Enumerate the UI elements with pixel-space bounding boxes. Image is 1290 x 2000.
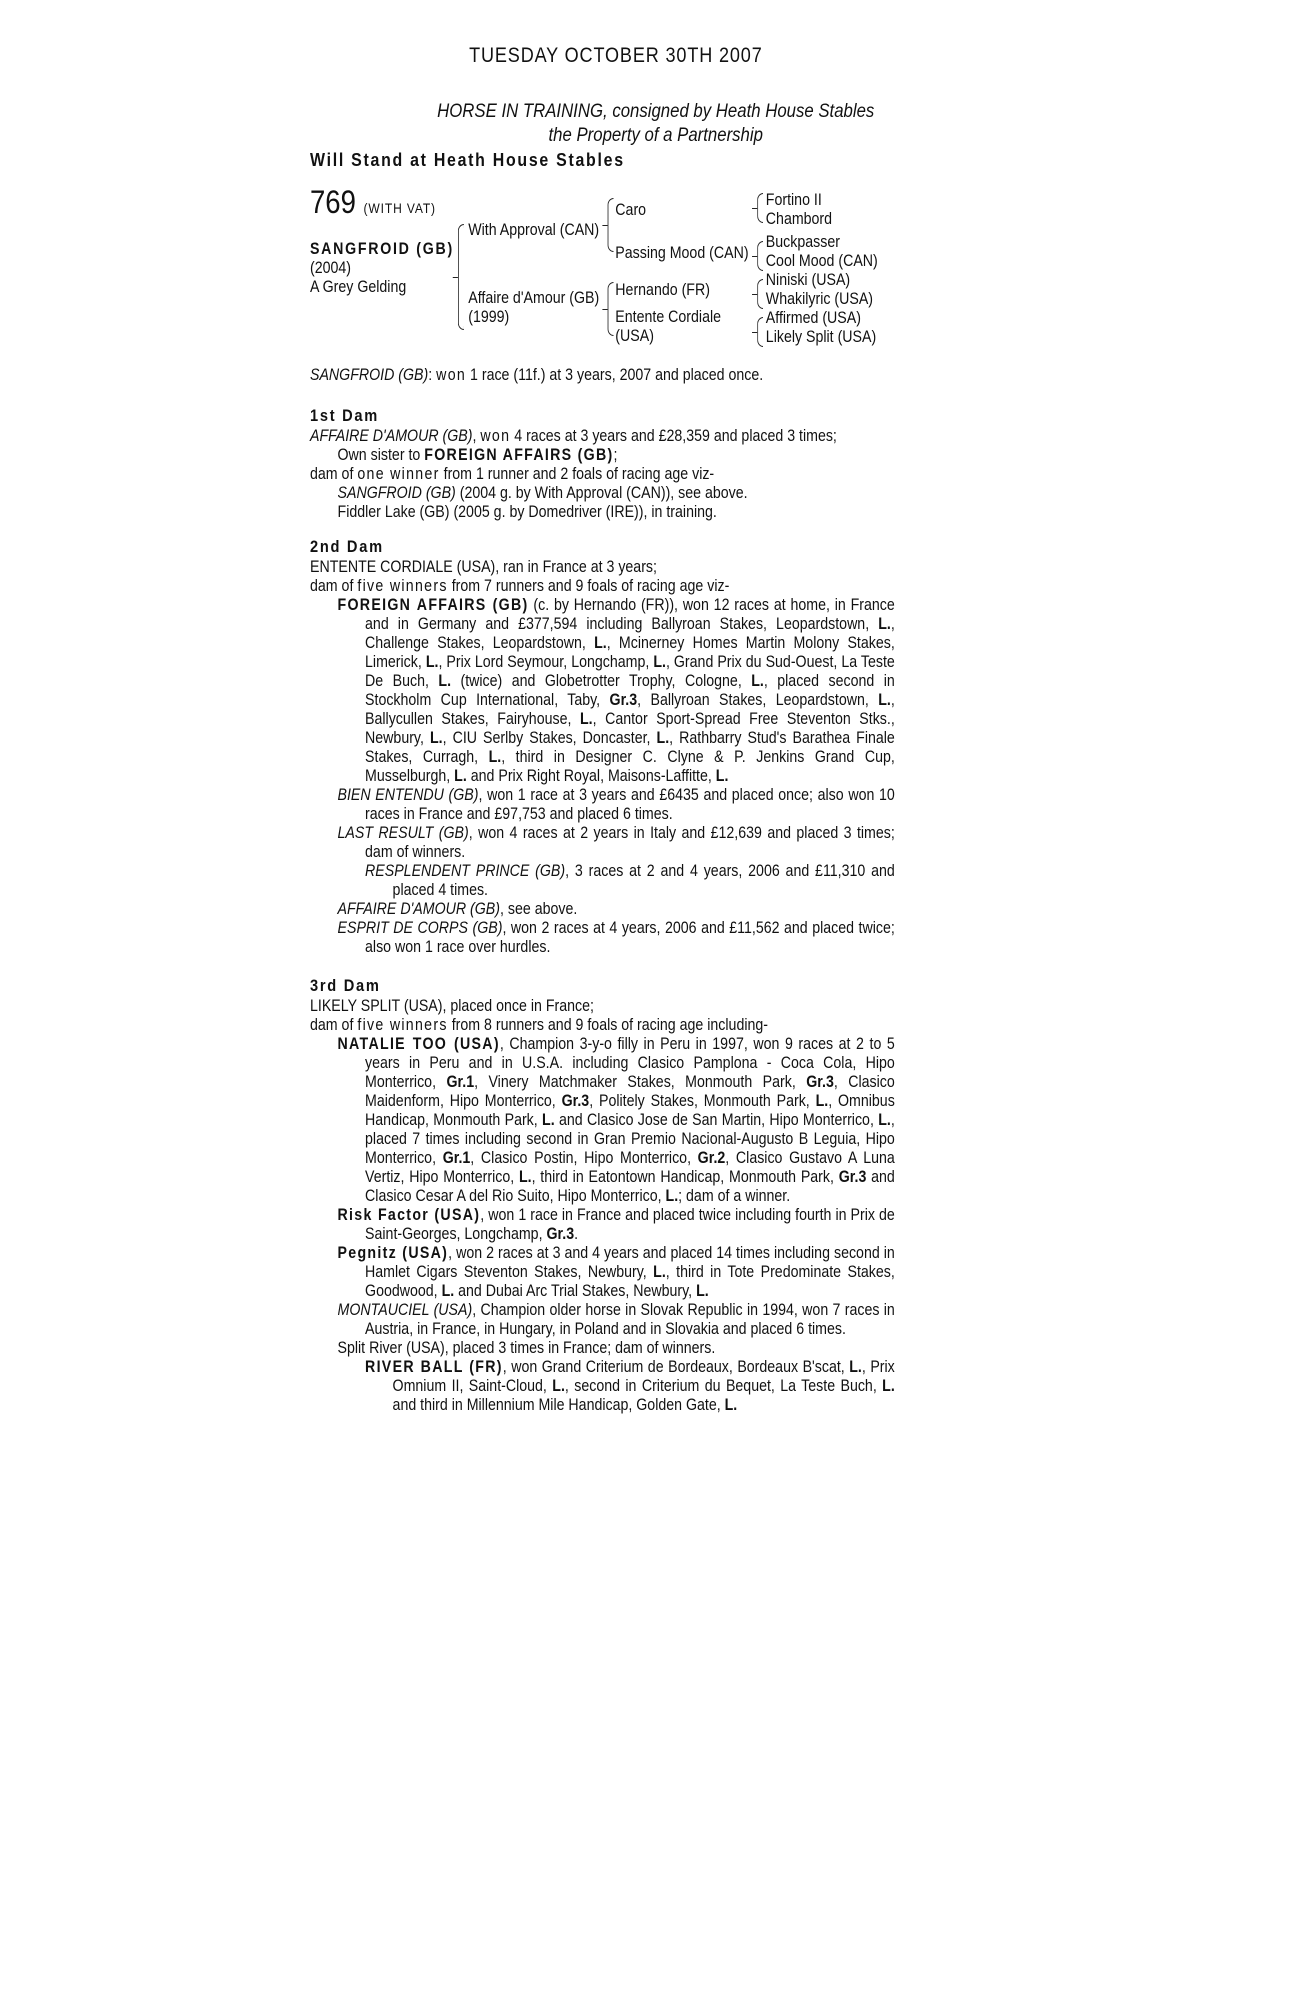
third-dam-heading: 3rd Dam (310, 976, 381, 995)
listed-mark: L. (715, 767, 729, 785)
first-dam-record-text: 4 races at 3 years and £28,359 and placed 3 times; (514, 427, 837, 445)
listed-mark: L. (653, 653, 666, 671)
pedigree-brace-ggp1 (757, 193, 763, 223)
entry-text: , 3 races at 2 and 4 years, 2006 and £11,310 and placed 4 times. (392, 862, 895, 899)
listed-mark: L. (751, 672, 764, 690)
first-dam-produce-line (310, 465, 895, 484)
entry-text: and Clasico Jose de San Martin, Hipo Monterrico, (554, 1111, 874, 1129)
listed-mark: L. (594, 634, 607, 652)
entry-name: ESPRIT DE CORPS (GB) (337, 919, 503, 937)
dam-of-prefix: dam of (310, 577, 354, 595)
natalie-too-entry (310, 1035, 895, 1206)
entry-text: , Mcinerney Homes Martin Molony Stakes, Limerick, (365, 634, 895, 671)
entry-name: NATALIE TOO (USA) (337, 1035, 500, 1053)
listed-mark: L. (696, 1282, 709, 1300)
property-line: the Property of a Partnership (548, 124, 763, 146)
pedigree-ggp-2: Chambord (765, 210, 833, 228)
pedigree-ggp-4: Cool Mood (CAN) (765, 252, 878, 270)
foreign-affairs-entry (310, 596, 895, 786)
group-mark: Gr.1 (446, 1073, 475, 1091)
sale-date: TUESDAY OCTOBER 30TH 2007 (469, 44, 763, 67)
race-summary: SANGFROID (GB): won 1 race (11f.) at 3 years, 2007 and placed once. (310, 366, 764, 384)
entry-name: AFFAIRE D'AMOUR (GB) (337, 900, 501, 918)
group-mark: Gr.3 (806, 1073, 834, 1091)
listed-mark: L. (882, 1377, 895, 1395)
offspring-1-name: SANGFROID (GB) (337, 484, 456, 502)
lot-number (310, 184, 436, 220)
group-mark: Gr.3 (609, 691, 638, 709)
pedigree-brace-main (458, 224, 464, 330)
second-dam-heading: 2nd Dam (310, 537, 384, 556)
pedigree-ggp-5: Niniski (USA) (765, 271, 851, 289)
own-sister-name: FOREIGN AFFAIRS (GB) (424, 446, 614, 464)
entry-text: ; dam of a winner. (678, 1187, 791, 1205)
listed-mark: L. (438, 672, 452, 690)
entry-text: , Politely Stakes, Monmouth Park, (589, 1092, 810, 1110)
third-dam-intro: LIKELY SPLIT (USA), placed once in France; (310, 997, 594, 1015)
lot-number-value: 769 (310, 184, 356, 220)
listed-mark: L. (552, 1377, 565, 1395)
pedigree-sire-sire: Caro (615, 201, 647, 219)
listed-mark: L. (878, 691, 891, 709)
last-result-entry (310, 824, 895, 862)
entry-text: , third in Tote Predominate Stakes, Goodwood, (365, 1263, 895, 1300)
pedigree-ggp-7: Affirmed (USA) (765, 309, 861, 327)
listed-mark: L. (518, 1168, 532, 1186)
offspring-1-text: (2004 g. by With Approval (CAN)), see above. (459, 484, 748, 502)
first-dam-won: won (480, 427, 511, 445)
group-mark: Gr.3 (546, 1225, 575, 1243)
listed-mark: L. (542, 1111, 555, 1129)
entry-text: and Clasico Cesar A del Rio Suito, Hipo Monterrico, (365, 1168, 895, 1205)
entry-text: , third in Eatontown Handicap, Monmouth Park, (531, 1168, 834, 1186)
listed-mark: L. (425, 653, 439, 671)
pedigree-brace-ggp3 (757, 279, 763, 309)
offspring-2: Fiddler Lake (GB) (2005 g. by Domedriver (IRE)), in training. (337, 503, 717, 521)
dam-of-count: five winners (357, 577, 448, 595)
summary-text: 1 race (11f.) at 3 years, 2007 and placed once. (470, 366, 764, 384)
entry-text: , placed 7 times including second in Gran Premio Nacional-Augusto B Leguia, Hipo Monterrico, (365, 1111, 895, 1167)
listed-mark: L. (454, 767, 467, 785)
pedigree-dam-sire: Hernando (FR) (615, 281, 710, 299)
entry-text: , placed second in Stockholm Cup International, Taby, (365, 672, 895, 709)
pedigree-ggp-6: Whakilyric (USA) (765, 290, 874, 308)
entry-text: (twice) and Globetrotter Trophy, Cologne, (451, 672, 742, 690)
pedigree-ggp-3: Buckpasser (765, 233, 840, 251)
horse-description: A Grey Gelding (310, 278, 407, 296)
dam-of-suffix: from 1 runner and 2 foals of racing age viz- (443, 465, 715, 483)
own-sister-prefix: Own sister to (337, 446, 421, 464)
pedigree-brace-ggp4 (757, 317, 763, 347)
pedigree-dam-year: (1999) (468, 308, 510, 326)
group-mark: Gr.1 (442, 1149, 471, 1167)
third-dam-produce-line (310, 1016, 895, 1035)
own-sister-suffix: ; (613, 446, 618, 464)
pedigree-dam-dam: Entente Cordiale (615, 308, 722, 326)
dam-of-count: five winners (357, 1016, 448, 1034)
entry-text: , Clasico Postin, Hipo Monterrico, (470, 1149, 692, 1167)
entry-text: , Challenge Stakes, Leopardstown, (365, 615, 895, 652)
entry-text: , CIU Serlby Stakes, Doncaster, (442, 729, 651, 747)
entry-text: , Omnibus Handicap, Monmouth Park, (365, 1092, 895, 1129)
entry-text: , won 2 races at 3 and 4 years and placed 14 times including second in Hamlet Cigars Steventon Stakes, Newbury, (365, 1244, 895, 1281)
pedigree-dam: Affaire d'Amour (GB) (468, 289, 600, 307)
entry-text: , see above. (500, 900, 578, 918)
first-dam-section (310, 406, 895, 522)
summary-won: won (436, 366, 467, 384)
entry-text: , Grand Prix du Sud-Ouest, La Teste De Buch, (365, 653, 895, 690)
entry-text: , Champion older horse in Slovak Republic in 1994, won 7 races in Austria, in France, in Hungary, in Poland and in Slovakia and placed 6 times. (365, 1301, 895, 1338)
listed-mark: L. (815, 1092, 829, 1110)
entry-text: , won Grand Criterium de Bordeaux, Bordeaux B'scat, (502, 1358, 845, 1376)
entry-text: , won 1 race in France and placed twice including fourth in Prix de Saint-Georges, Longchamp, (365, 1206, 895, 1243)
entry-text: and Prix Right Royal, Maisons-Laffitte, (466, 767, 712, 785)
entry-text: , Clasico Gustavo A Luna Vertiz, Hipo Monterrico, (365, 1149, 895, 1186)
group-mark: Gr.2 (697, 1149, 726, 1167)
group-mark: Gr.3 (561, 1092, 590, 1110)
pedigree-sire: With Approval (CAN) (468, 221, 600, 239)
entry-text: , Clasico Maidenform, Hipo Monterrico, (365, 1073, 895, 1110)
third-dam-section (310, 976, 895, 1415)
entry-text: , Prix Omnium II, Saint-Cloud, (392, 1358, 895, 1395)
listed-mark: L. (429, 729, 443, 747)
offspring-1 (310, 484, 895, 503)
own-sister-line (310, 446, 895, 465)
dam-of-suffix: from 8 runners and 9 foals of racing age including- (451, 1016, 769, 1034)
pedigree-brace-ggp2 (757, 241, 763, 271)
bien-entendu-entry (310, 786, 895, 824)
listed-mark: L. (849, 1358, 862, 1376)
entry-text: , Prix Lord Seymour, Longchamp, (438, 653, 650, 671)
listed-mark: L. (579, 710, 593, 728)
listed-mark: L. (878, 1111, 891, 1129)
entry-text: and third in Millennium Mile Handicap, Golden Gate, (392, 1396, 721, 1414)
summary-horse-name: SANGFROID (GB) (310, 366, 429, 384)
entry-text: and Dubai Arc Trial Stakes, Newbury, (454, 1282, 693, 1300)
listed-mark: L. (665, 1187, 679, 1205)
affaire-damour-entry (310, 900, 895, 919)
stand-line: Will Stand at Heath House Stables (310, 149, 625, 170)
risk-factor-entry: Risk Factor (USA), won 1 race in France and placed twice including fourth in Prix de Saint-Georges, Longchamp, Gr.3. (337, 1206, 895, 1243)
dam-of-suffix: from 7 runners and 9 foals of racing age viz- (451, 577, 730, 595)
entry-text: , won 4 races at 2 years in Italy and £12,639 and placed 3 times; dam of winners. (365, 824, 895, 861)
entry-text: , Champion 3-y-o filly in Peru in 1997, won 9 races at 2 to 5 years in Peru and in U.S.A. including Clasico Pamplona - Coca Cola, Hipo Monterrico, (365, 1035, 895, 1091)
dam-of-prefix: dam of (310, 465, 354, 483)
second-dam-produce-line (310, 577, 895, 596)
resplendent-prince-entry (310, 862, 895, 900)
entry-text: (c. by Hernando (FR)), won 12 races at home, in France and in Germany and £377,594 including Ballyroan Stakes, Leopardstown, (365, 596, 895, 633)
dam-of-prefix: dam of (310, 1016, 354, 1034)
pedigree-sire-dam: Passing Mood (CAN) (615, 244, 749, 262)
entry-text: , second in Criterium du Bequet, La Teste Buch, (564, 1377, 877, 1395)
horse-name: SANGFROID (GB) (310, 240, 454, 258)
second-dam-intro: ENTENTE CORDIALE (USA), ran in France at 3 years; (310, 558, 657, 576)
entry-name: BIEN ENTENDU (GB) (337, 786, 479, 804)
listed-mark: L. (878, 615, 891, 633)
listed-mark: L. (653, 1263, 666, 1281)
entry-text: , won 2 races at 4 years, 2006 and £11,562 and placed twice; also won 1 race over hurdles. (365, 919, 895, 956)
split-river-entry: Split River (USA), placed 3 times in France; dam of winners. (337, 1339, 716, 1357)
entry-name: MONTAUCIEL (USA) (337, 1301, 473, 1319)
pedigree-ggp-1: Fortino II (765, 191, 822, 209)
pedigree-ggp-8: Likely Split (USA) (765, 328, 877, 346)
pedigree-dam-dam-country: (USA) (615, 327, 654, 345)
first-dam-heading: 1st Dam (310, 406, 379, 425)
river-ball-entry (310, 1358, 895, 1415)
entry-text: , Rathbarry Stud's Barathea Finale Stakes, Curragh, (365, 729, 895, 766)
entry-name: Pegnitz (USA) (337, 1244, 449, 1262)
entry-text: , Ballyroan Stakes, Leopardstown, (637, 691, 869, 709)
first-dam-record: AFFAIRE D'AMOUR (GB), won 4 races at 3 years and £28,359 and placed 3 times; (310, 427, 837, 445)
vat-note: (WITH VAT) (363, 200, 436, 216)
group-mark: Gr.3 (838, 1168, 867, 1186)
entry-text: , won 1 race at 3 years and £6435 and placed once; also won 10 races in France and £97,753 and placed 6 times. (365, 786, 895, 823)
entry-name: RESPLENDENT PRINCE (GB) (365, 862, 566, 880)
montauciel-entry (310, 1301, 895, 1339)
entry-name: LAST RESULT (GB) (337, 824, 469, 842)
esprit-de-corps-entry (310, 919, 895, 957)
second-dam-section (310, 537, 895, 957)
listed-mark: L. (724, 1396, 738, 1414)
entry-text: , Vinery Matchmaker Stakes, Monmouth Park, (474, 1073, 796, 1091)
consignment-line: HORSE IN TRAINING, consigned by Heath House Stables (437, 100, 875, 122)
entry-text: , third in Designer C. Clyne & P. Jenkins Grand Cup, Musselburgh, (365, 748, 895, 785)
pedigree-brace-dam (608, 282, 614, 336)
listed-mark: L. (441, 1282, 455, 1300)
pegnitz-entry (310, 1244, 895, 1301)
entry-text: , Cantor Sport-Spread Free Steventon Stks., Newbury, (365, 710, 895, 747)
entry-name: Risk Factor (USA) (337, 1206, 481, 1224)
first-dam-name: AFFAIRE D'AMOUR (GB) (310, 427, 473, 445)
entry-name: RIVER BALL (FR) (365, 1358, 503, 1376)
horse-year: (2004) (310, 259, 352, 277)
dam-of-count: one winner (357, 465, 440, 483)
entry-name: FOREIGN AFFAIRS (GB) (337, 596, 529, 614)
entry-text: , Ballycullen Stakes, Fairyhouse, (365, 691, 895, 728)
pedigree-brace-sire (608, 198, 614, 252)
listed-mark: L. (656, 729, 670, 747)
listed-mark: L. (488, 748, 502, 766)
